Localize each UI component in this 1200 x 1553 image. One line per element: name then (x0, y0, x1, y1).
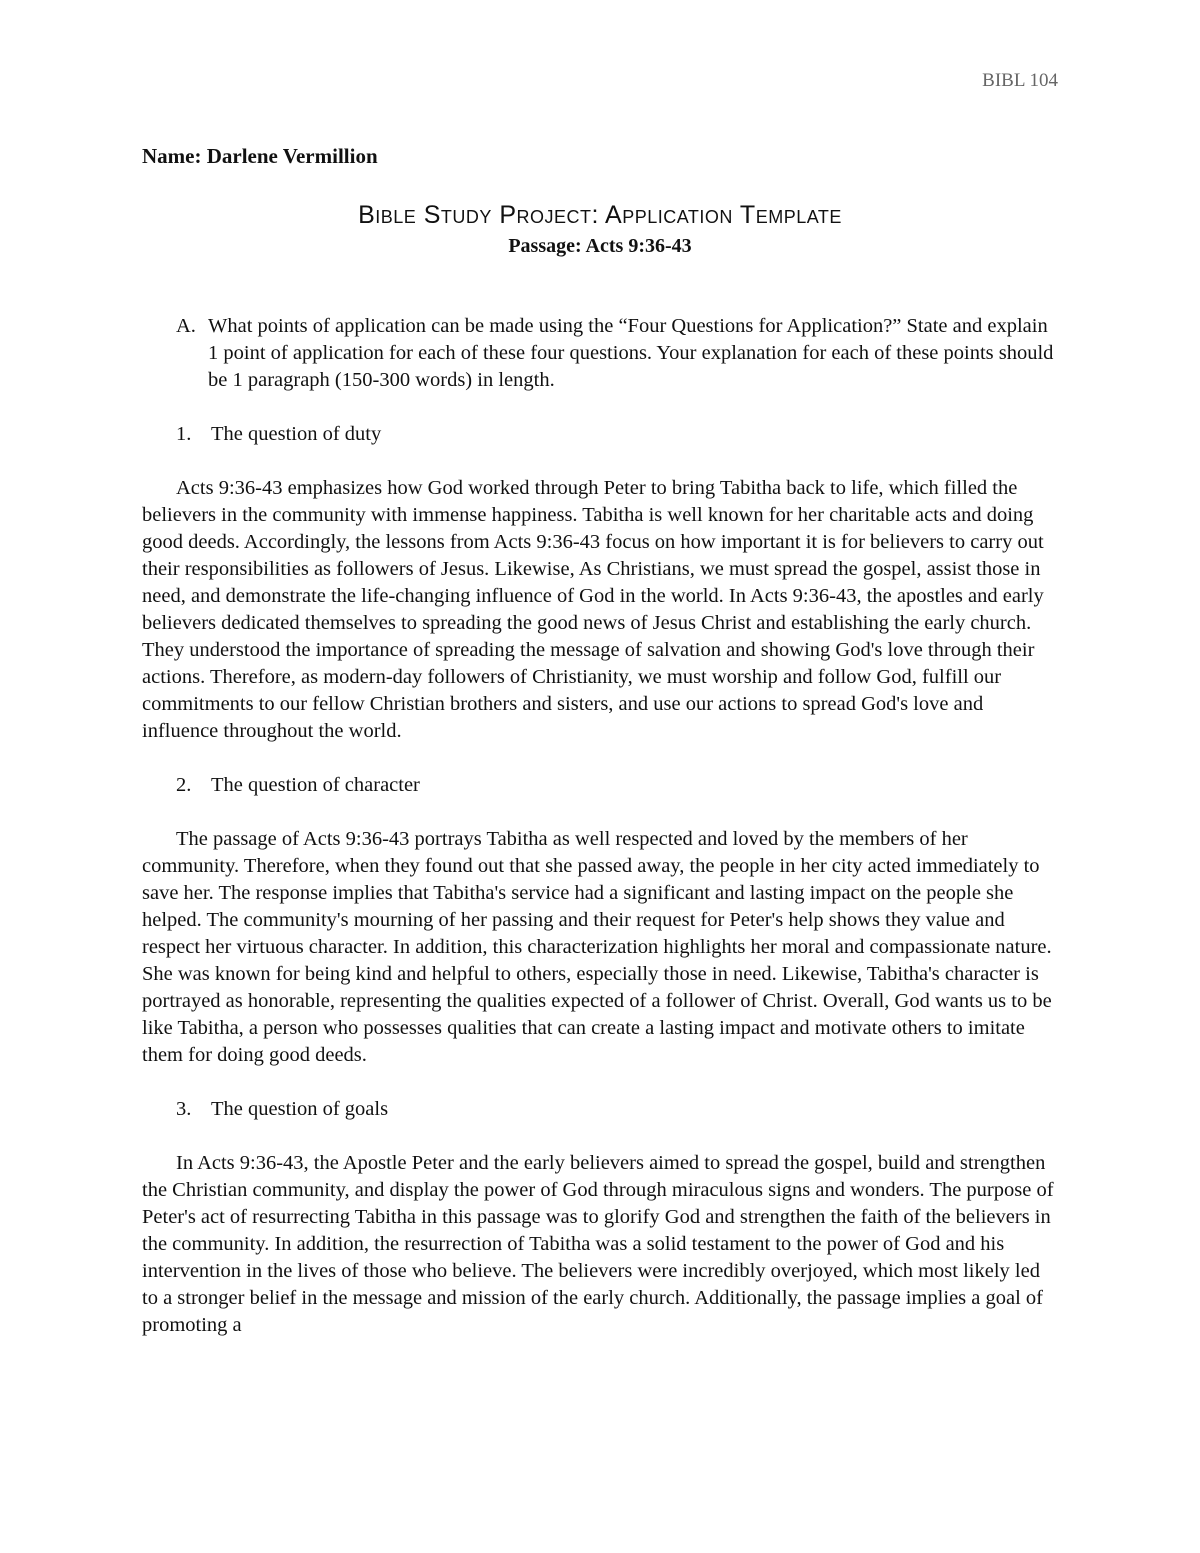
section-a-text: What points of application can be made using the “Four Questions for Application?” State and explain 1 point of application for each of these four questions. Your explanation for each of these points should be 1 paragraph (150-300 words) in length. (208, 315, 1054, 391)
student-name: Name: Darlene Vermillion (142, 144, 378, 168)
question-marker: 2. (176, 774, 192, 796)
question-marker: 1. (176, 423, 192, 445)
section-a-marker: A. (176, 315, 196, 337)
passage-reference: Passage: Acts 9:36-43 (508, 235, 692, 257)
question-marker: 3. (176, 1098, 192, 1120)
answer-paragraph-goals: In Acts 9:36-43, the Apostle Peter and the early believers aimed to spread the gospel, build and strengthen the Christian community, and display the power of God through miraculous signs and wonders. The purpose of Peter's act of resurrecting Tabitha in this passage was to glorify God and strengthen the faith of the believers in the community. In addition, the resurrection of Tabitha was a solid testament to the power of God and his intervention in the lives of those who believe. The believers were incredibly overjoyed, which most likely led to a stronger belief in the message and mission of the early church. Additionally, the passage implies a goal of promoting a (142, 1152, 1054, 1336)
answer-paragraph-duty: Acts 9:36-43 emphasizes how God worked through Peter to bring Tabitha back to life, which filled the believers in the community with immense happiness. Tabitha is well known for her charitable acts and doing good deeds. Accordingly, the lessons from Acts 9:36-43 focus on how important it is for believers to carry out their responsibilities as followers of Jesus. Likewise, As Christians, we must spread the gospel, assist those in need, and demonstrate the life-changing influence of God in the world. In Acts 9:36-43, the apostles and early believers dedicated themselves to spreading the good news of Jesus Christ and establishing the early church. They understood the importance of spreading the message of salvation and showing God's love through their actions. Therefore, as modern-day followers of Christianity, we must worship and follow God, fulfill our commitments to our fellow Christian brothers and sisters, and use our actions to spread God's love and influence throughout the world. (142, 477, 1044, 742)
question-heading-text: The question of duty (211, 423, 382, 445)
question-heading-text: The question of character (211, 774, 420, 796)
document-title: Bible Study Project: Application Template (358, 201, 842, 229)
question-heading-text: The question of goals (211, 1098, 389, 1120)
question-heading-duty (142, 421, 1060, 448)
question-heading-character (142, 772, 1060, 799)
question-heading-goals (142, 1096, 1060, 1123)
document-body (142, 313, 1060, 1366)
section-a-prompt (142, 313, 1060, 394)
course-code-header: BIBL 104 (982, 70, 1058, 91)
answer-paragraph-character: The passage of Acts 9:36-43 portrays Tabitha as well respected and loved by the members of her community. Therefore, when they found out that she passed away, the people in her city acted immediately to save her. The response implies that Tabitha's service had a significant and lasting impact on the people she helped. The community's mourning of her passing and their request for Peter's help shows they value and respect her virtuous character. In addition, this characterization highlights her moral and compassionate nature. She was known for being kind and helpful to others, especially those in need. Likewise, Tabitha's character is portrayed as honorable, representing the qualities expected of a follower of Christ. Overall, God wants us to be like Tabitha, a person who possesses qualities that can create a lasting impact and motivate others to imitate them for doing good deeds. (142, 828, 1052, 1066)
